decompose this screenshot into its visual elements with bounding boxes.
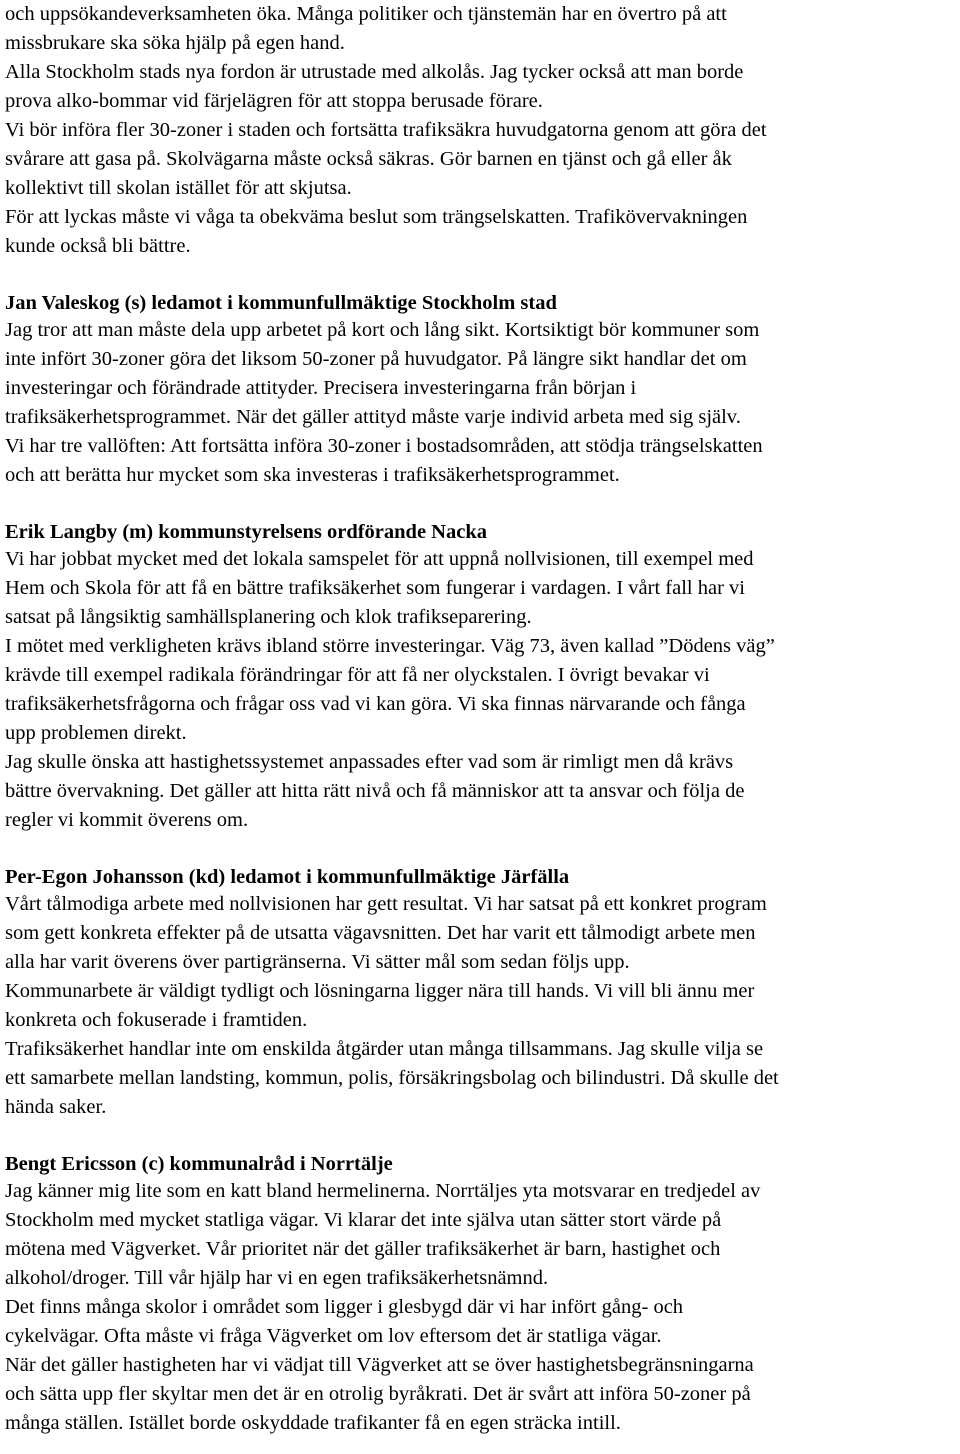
text-line: När det gäller hastigheten har vi vädjat till Vägverket att se över hastighetsbegränsningarna — [5, 1354, 754, 1376]
text-line: Vi bör införa fler 30-zoner i staden och fortsätta trafiksäkra huvudgatorna genom att göra det — [5, 119, 767, 141]
text-line: kunde också bli bättre. — [5, 235, 191, 257]
text-line: Trafiksäkerhet handlar inte om enskilda åtgärder utan många tillsammans. Jag skulle vilja se — [5, 1038, 764, 1060]
text-line: och uppsökandeverksamheten öka. Många politiker och tjänstemän har en övertro på att — [5, 3, 727, 25]
text-line: regler vi kommit överens om. — [5, 809, 249, 831]
section-heading: Bengt Ericsson (c) kommunalråd i Norrtälje — [5, 1153, 393, 1175]
text-line: som gett konkreta effekter på de utsatta vägavsnitten. Det har varit ett tålmodigt arbete men — [5, 922, 756, 944]
text-line: Jag skulle önska att hastighetssystemet anpassades efter vad som är rimligt men då krävs — [5, 751, 734, 773]
text-line: satsat på långsiktig samhällsplanering och klok trafikseparering. — [5, 606, 532, 628]
text-line: mötena med Vägverket. Vår prioritet när det gäller trafiksäkerhet är barn, hastighet och — [5, 1238, 721, 1260]
text-line: För att lyckas måste vi våga ta obekväma beslut som trängselskatten. Trafikövervakningen — [5, 206, 748, 228]
text-line: upp problemen direkt. — [5, 722, 187, 744]
text-line: ett samarbete mellan landsting, kommun, polis, försäkringsbolag och bilindustri. Då skulle det — [5, 1067, 779, 1089]
text-line: och att berätta hur mycket som ska investeras i trafiksäkerhetsprogrammet. — [5, 464, 620, 486]
text-line: missbrukare ska söka hjälp på egen hand. — [5, 32, 345, 54]
section-heading: Jan Valeskog (s) ledamot i kommunfullmäktige Stockholm stad — [5, 292, 557, 314]
text-line: hända saker. — [5, 1096, 107, 1118]
section-bengt-ericsson — [5, 1148, 957, 1438]
text-line: kollektivt till skolan istället för att skjutsa. — [5, 177, 352, 199]
text-line: Vi har jobbat mycket med det lokala samspelet för att uppnå nollvisionen, till exempel med — [5, 548, 754, 570]
text-line: Vårt tålmodiga arbete med nollvisionen har gett resultat. Vi har satsat på ett konkret program — [5, 893, 767, 915]
text-line: trafiksäkerhetsprogrammet. När det gäller attityd måste varje individ arbeta med sig själv. — [5, 406, 741, 428]
text-line: prova alko-bommar vid färjelägren för att stoppa berusade förare. — [5, 90, 543, 112]
text-line: krävde till exempel radikala förändringar för att få ner olyckstalen. I övrigt bevakar vi — [5, 664, 710, 686]
text-line: I mötet med verkligheten krävs ibland större investeringar. Väg 73, även kallad ”Dödens väg” — [5, 635, 775, 657]
section-erik-langby — [5, 516, 957, 835]
text-line: alkohol/droger. Till vår hjälp har vi en egen trafiksäkerhetsnämnd. — [5, 1267, 549, 1289]
text-line: Alla Stockholm stads nya fordon är utrustade med alkolås. Jag tycker också att man borde — [5, 61, 744, 83]
text-line: Jag känner mig lite som en katt bland hermelinerna. Norrtäljes yta motsvarar en tredjedel av — [5, 1180, 761, 1202]
text-line: Jag tror att man måste dela upp arbetet på kort och lång sikt. Kortsiktigt bör kommuner som — [5, 319, 760, 341]
text-line: och sätta upp fler skyltar men det är en otrolig byråkrati. Det är svårt att införa 50-zoner på — [5, 1383, 751, 1405]
text-line: investeringar och förändrade attityder. Precisera investeringarna från början i — [5, 377, 637, 399]
text-line: cykelvägar. Ofta måste vi fråga Vägverket om lov eftersom det är statliga vägar. — [5, 1325, 662, 1347]
text-line: bättre övervakning. Det gäller att hitta rätt nivå och få människor att ta ansvar och följa de — [5, 780, 745, 802]
text-line: Hem och Skola för att få en bättre trafiksäkerhet som fungerar i vardagen. I vårt fall har vi — [5, 577, 745, 599]
text-line: Det finns många skolor i området som ligger i glesbygd där vi har infört gång- och — [5, 1296, 684, 1318]
section-heading: Per-Egon Johansson (kd) ledamot i kommunfullmäktige Järfälla — [5, 866, 570, 888]
text-line: Stockholm med mycket statliga vägar. Vi klarar det inte själva utan sätter stort värde på — [5, 1209, 722, 1231]
text-line: Kommunarbete är väldigt tydligt och lösningarna ligger nära till hands. Vi vill bli ännu mer — [5, 980, 755, 1002]
text-line: Vi har tre vallöften: Att fortsätta införa 30-zoner i bostadsområden, att stödja trängselskatten — [5, 435, 763, 457]
text-line: trafiksäkerhetsfrågorna och frågar oss vad vi kan göra. Vi ska finnas närvarande och fånga — [5, 693, 746, 715]
document-body — [5, 0, 957, 1438]
section-jan-valeskog — [5, 287, 957, 490]
section-heading: Erik Langby (m) kommunstyrelsens ordförande Nacka — [5, 521, 487, 543]
text-line: konkreta och fokuserade i framtiden. — [5, 1009, 308, 1031]
text-line: inte infört 30-zoner göra det liksom 50-zoner på huvudgator. På längre sikt handlar det om — [5, 348, 747, 370]
section-per-egon-johansson — [5, 861, 957, 1122]
text-line: många ställen. Istället borde oskyddade trafikanter få en egen sträcka intill. — [5, 1412, 621, 1434]
intro-paragraphs — [5, 0, 957, 261]
text-line: svårare att gasa på. Skolvägarna måste också säkras. Gör barnen en tjänst och gå eller åk — [5, 148, 732, 170]
text-line: alla har varit överens över partigränserna. Vi sätter mål som sedan följs upp. — [5, 951, 630, 973]
